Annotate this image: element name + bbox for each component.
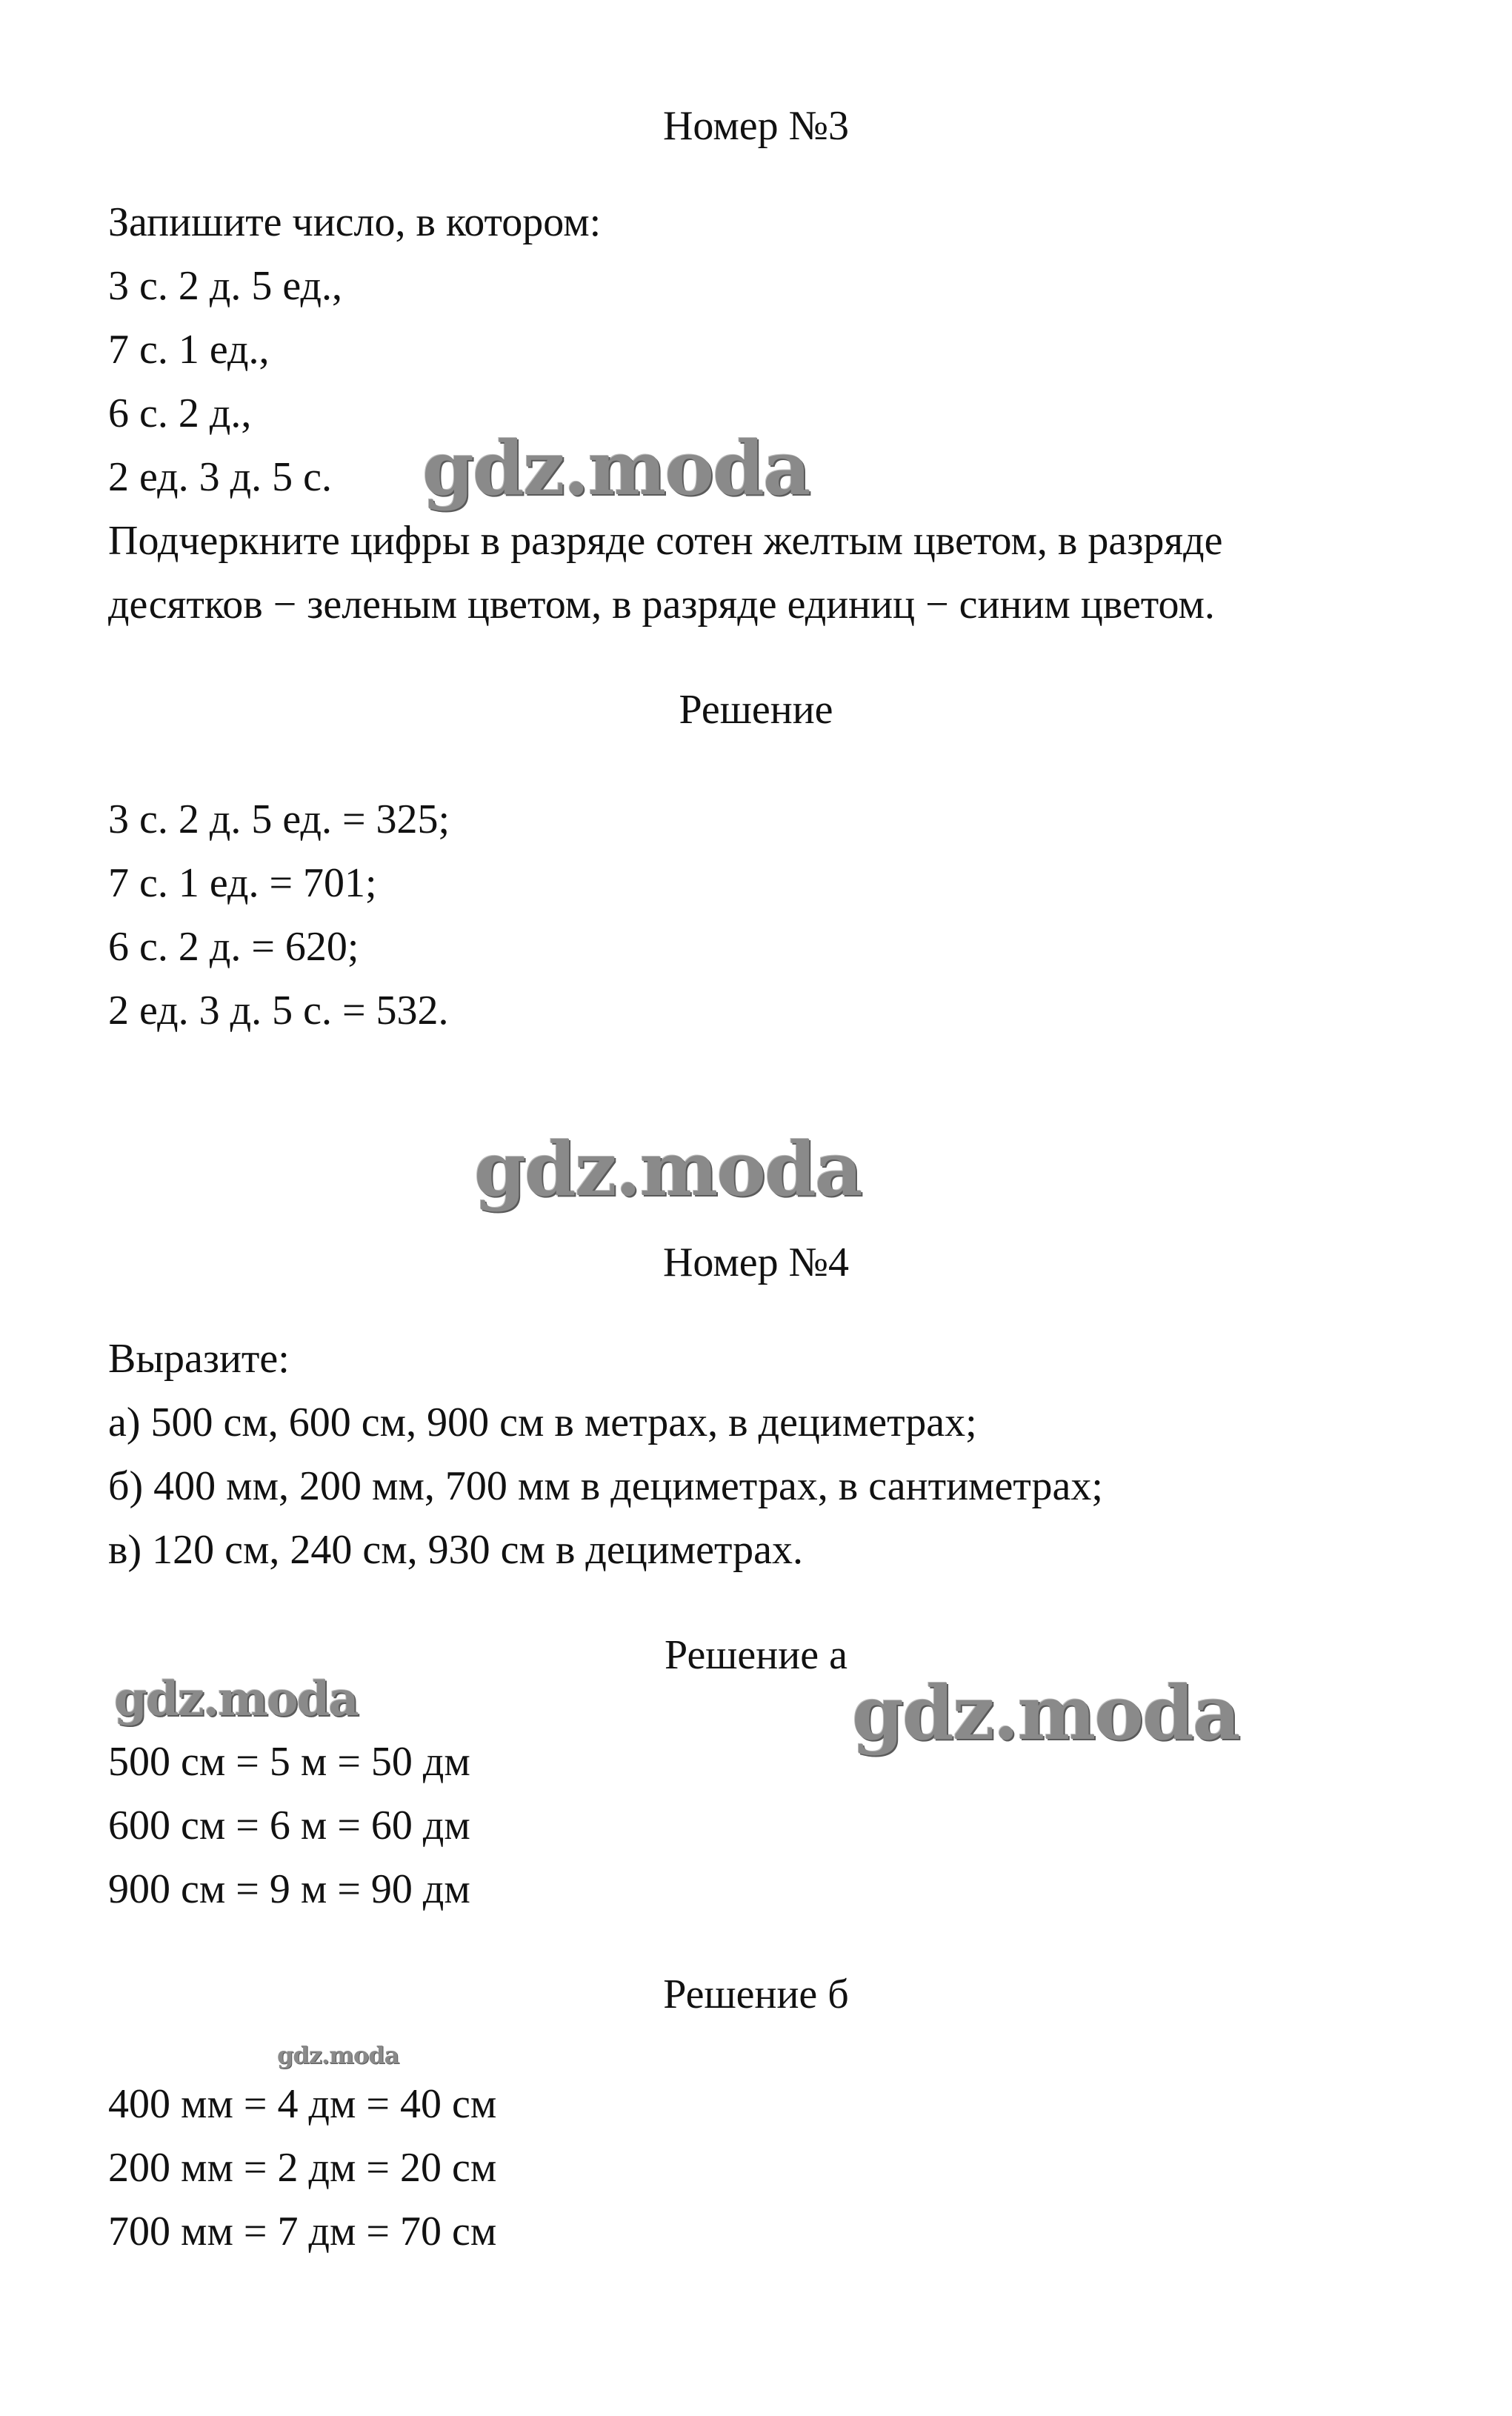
task4-solution-a-line-1: 500 см = 5 м = 50 дм [108, 1739, 470, 1785]
task3-solution-line-3: 6 с. 2 д. = 620; [108, 924, 359, 970]
watermark-logo: gdz.moda [114, 1671, 358, 1727]
task3-solution-title: Решение [679, 687, 833, 733]
task4-solution-b-line-1: 400 мм = 4 дм = 40 см [108, 2081, 497, 2127]
task3-solution-line-4: 2 ед. 3 д. 5 с. = 532. [108, 988, 449, 1034]
task3-line-7: десятков − зеленым цветом, в разряде единиц − синим цветом. [108, 582, 1215, 628]
task4-solution-b-title: Решение б [663, 1971, 849, 2017]
task4-solution-a-line-2: 600 см = 6 м = 60 дм [108, 1803, 470, 1848]
task4-solution-b-line-2: 200 мм = 2 дм = 20 см [108, 2145, 497, 2191]
task3-line-1: Запишите число, в котором: [108, 199, 602, 245]
task3-line-4: 6 с. 2 д., [108, 390, 252, 436]
task3-line-5: 2 ед. 3 д. 5 с. [108, 454, 332, 500]
watermark-logo: gdz.moda [277, 2041, 399, 2069]
watermark-logo: gdz.moda [852, 1669, 1239, 1757]
task4-line-2: а) 500 см, 600 см, 900 см в метрах, в дециметрах; [108, 1400, 977, 1445]
task3-solution-line-1: 3 с. 2 д. 5 ед. = 325; [108, 796, 450, 842]
watermark-logo: gdz.moda [422, 425, 810, 512]
task4-solution-a-title: Решение а [665, 1632, 847, 1678]
task4-solution-b-line-3: 700 мм = 7 дм = 70 см [108, 2209, 497, 2254]
task4-title: Номер №4 [662, 1239, 850, 1285]
task4-line-1: Выразите: [108, 1336, 290, 1382]
task3-line-6: Подчеркните цифры в разряде сотен желтым цветом, в разряде [108, 518, 1223, 564]
task3-line-2: 3 с. 2 д. 5 ед., [108, 263, 342, 309]
task4-line-4: в) 120 см, 240 см, 930 см в дециметрах. [108, 1527, 803, 1573]
watermark-logo: gdz.moda [474, 1125, 862, 1213]
task3-solution-line-2: 7 с. 1 ед. = 701; [108, 860, 377, 906]
task4-solution-a-line-3: 900 см = 9 м = 90 дм [108, 1866, 470, 1912]
task3-line-3: 7 с. 1 ед., [108, 327, 270, 373]
task3-title: Номер №3 [662, 103, 850, 149]
task4-line-3: б) 400 мм, 200 мм, 700 мм в дециметрах, в сантиметрах; [108, 1463, 1103, 1509]
